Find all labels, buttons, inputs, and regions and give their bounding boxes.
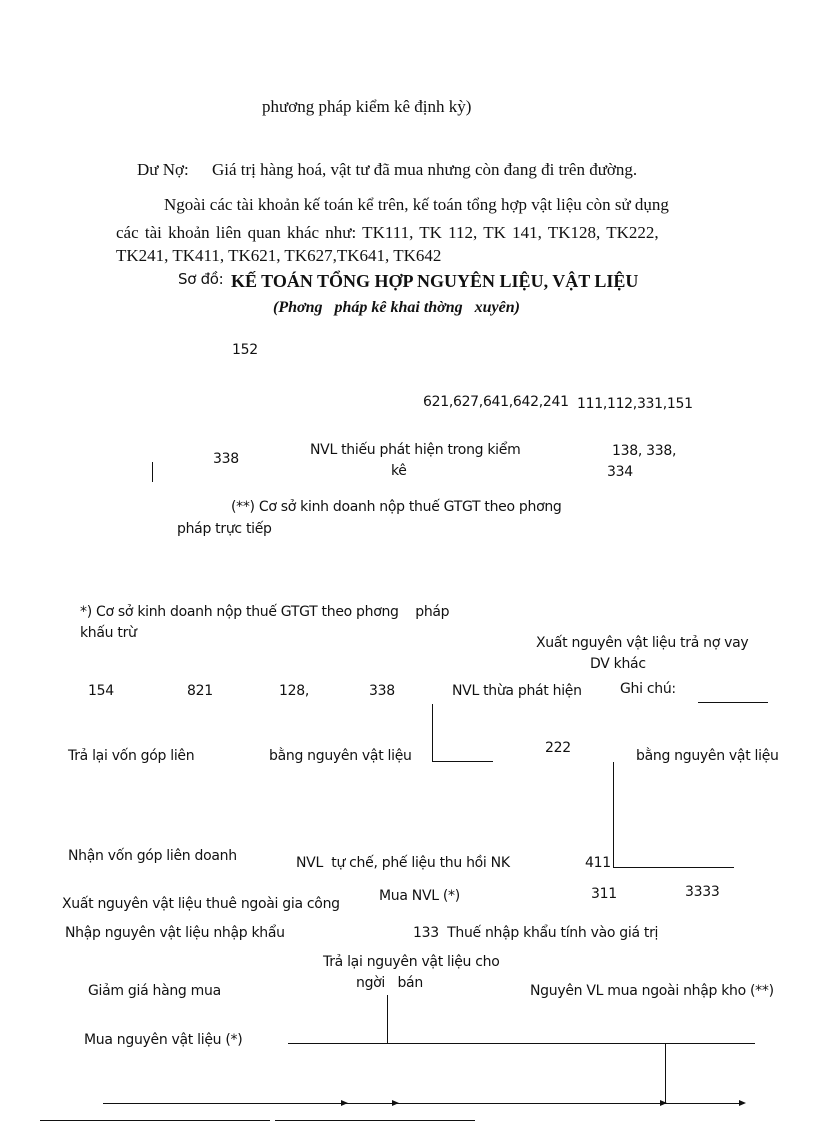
account-128: 128, — [279, 683, 309, 699]
return-capital-text: Trả lại vốn góp liên — [68, 748, 195, 764]
self-made-text: NVL tự chế, phế liệu thu hồi NK — [296, 855, 510, 871]
vertical-tick — [152, 462, 153, 482]
account-222: 222 — [545, 740, 571, 756]
export-debt-line-2: DV khác — [590, 656, 646, 672]
export-debt-line-1: Xuất nguyên vật liệu trả nợ vay — [536, 635, 749, 651]
intro-line-3: Ngoài các tài khoản kế toán kể trên, kế toán tổng hợp vật liệu còn sử dụng — [164, 195, 669, 214]
import-tax-box — [413, 926, 673, 939]
arrow-3 — [660, 1100, 667, 1106]
imported-box — [65, 925, 297, 941]
note-deduction-method-text: khấu trừ — [80, 625, 137, 641]
account-154: 154 — [88, 683, 114, 699]
note-direct-method-line-1: (**) Cơ sở kinh doanh nộp thuế GTGT theo phơng — [231, 499, 562, 515]
self-made-box — [296, 855, 536, 871]
nvl-shortage-line-1: NVL thiếu phát hiện trong kiểm — [310, 442, 521, 458]
intro-line-1: phương pháp kiểm kê định kỳ) — [262, 97, 472, 116]
in-materials-2-box — [636, 749, 796, 762]
arrow-1 — [341, 1100, 348, 1106]
import-tax-text: 133 Thuế nhập khẩu tính vào giá trị — [413, 925, 659, 941]
bracket-horizontal-2 — [613, 867, 734, 868]
account-338-top: 338 — [213, 451, 239, 467]
bracket-vertical-1 — [432, 704, 433, 762]
account-group-111: 111,112,331,151 — [577, 396, 693, 412]
account-138-line-2: 334 — [607, 464, 633, 480]
export-debt-line-2-box — [590, 656, 670, 672]
intro-debit-text: Giá trị hàng hoá, vật tư đã mua nhưng còn đang đi trên đường. — [212, 160, 638, 179]
in-materials-2-text: bằng nguyên vật liệu — [636, 748, 779, 764]
connector-main-horizontal — [288, 1043, 755, 1044]
discount-box — [88, 983, 230, 999]
discount-text: Giảm giá hàng mua — [88, 983, 221, 999]
external-purchase-box — [530, 983, 782, 999]
purchase-deduction-text: Mua nguyên vật liệu (*) — [84, 1032, 243, 1048]
diagram-prefix: Sơ đồ: — [178, 270, 224, 288]
intro-line-5-text: TK241, TK411, TK621, TK627,TK641, TK642 — [116, 246, 442, 265]
return-seller-line-1: Trả lại nguyên vật liệu cho — [323, 954, 500, 970]
bracket-vertical-2 — [613, 762, 614, 868]
imported-text: Nhập nguyên vật liệu nhập khẩu — [65, 925, 285, 941]
note-direct-method-line-2: pháp trực tiếp — [177, 521, 272, 537]
buy-nvl-deduction: Mua NVL (*) — [379, 888, 460, 904]
flow-line-edge — [40, 1120, 270, 1121]
legend-label: Ghi chú: — [620, 681, 676, 697]
account-411: 411 — [585, 855, 611, 871]
flow-line-bottom — [103, 1103, 741, 1104]
diagram-subtitle: (Phơng pháp kê khai thờng xuyên) — [273, 299, 520, 316]
intro-line-5-partial — [116, 246, 476, 265]
account-3333: 3333 — [685, 884, 720, 900]
note-deduction-method-line-1: *) Cơ sở kinh doanh nộp thuế GTGT theo phơng pháp — [80, 604, 450, 620]
account-411-box — [585, 855, 615, 871]
account-138-line-1: 138, 338, — [612, 443, 677, 459]
arrow-2 — [392, 1100, 399, 1106]
nvl-shortage-line-2: kê — [391, 463, 407, 479]
external-purchase-text: Nguyên VL mua ngoài nhập kho (**) — [530, 983, 774, 999]
bracket-horizontal-1 — [432, 761, 493, 762]
account-152: 152 — [232, 342, 258, 358]
in-materials-1-text: bằng nguyên vật liệu — [269, 748, 412, 764]
connector-right-vertical — [665, 1043, 666, 1103]
account-311: 311 — [591, 886, 617, 902]
intro-debit-label: Dư Nợ: — [137, 160, 189, 179]
connector-return-seller — [387, 995, 388, 1043]
arrow-4 — [739, 1100, 746, 1106]
account-821: 821 — [187, 683, 213, 699]
in-materials-1-box — [269, 749, 429, 762]
account-338-bottom: 338 — [369, 683, 395, 699]
legend-line — [698, 702, 768, 703]
outsourced-box — [62, 896, 348, 912]
receive-capital-text: Nhận vốn góp liên doanh — [68, 848, 237, 864]
account-group-621: 621,627,641,642,241 — [423, 394, 569, 410]
nvl-surplus: NVL thừa phát hiện — [452, 683, 582, 699]
outsourced-text: Xuất nguyên vật liệu thuê ngoài gia công — [62, 896, 340, 912]
purchase-deduction-box — [84, 1033, 244, 1046]
diagram-title: KẾ TOÁN TỔNG HỢP NGUYÊN LIỆU, VẬT LIỆU — [231, 271, 639, 291]
receive-capital-box — [68, 848, 250, 867]
note-deduction-method-line-2 — [80, 625, 137, 644]
intro-line-4: các tài khoản liên quan khác như: TK111, TK 112, TK 141, TK128, TK222, — [116, 223, 659, 242]
flow-line-edge-2 — [275, 1120, 475, 1121]
return-seller-line-2: ngời bán — [356, 975, 423, 991]
return-capital-box — [68, 748, 240, 764]
